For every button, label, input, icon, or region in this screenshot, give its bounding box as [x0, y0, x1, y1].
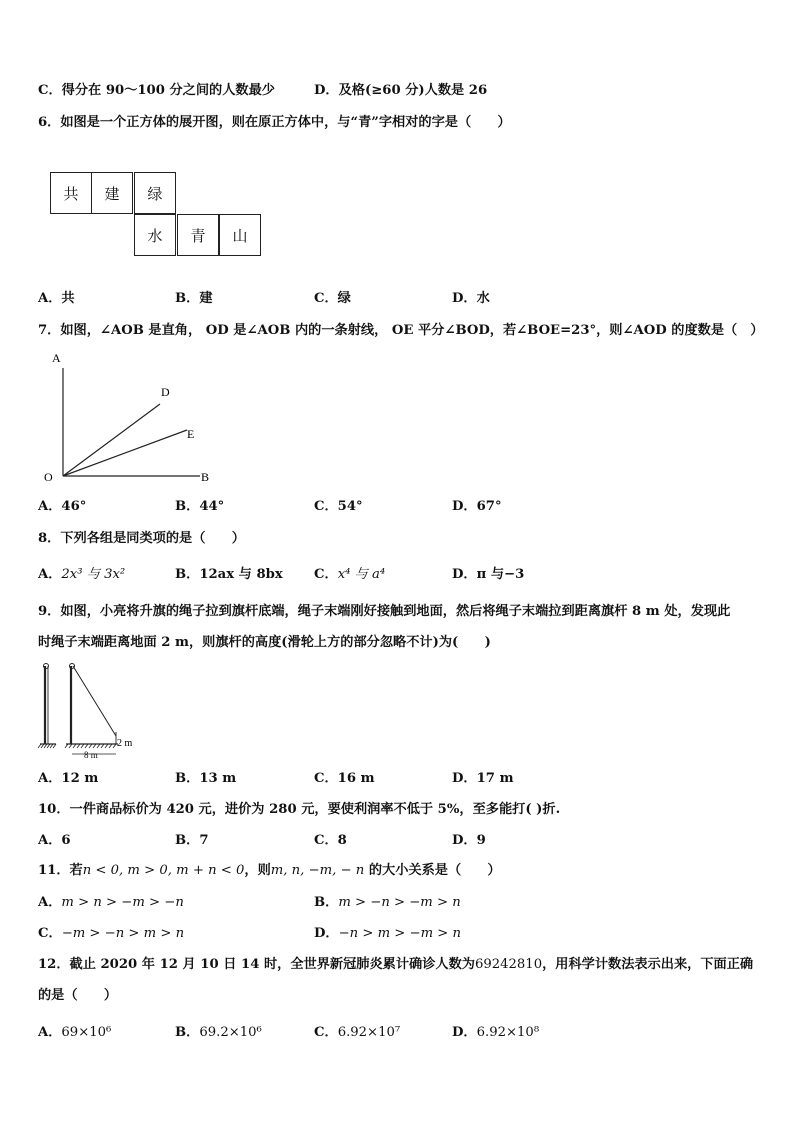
q7-option-b: B．44° [175, 499, 225, 514]
q11-option-d-math: −n > m > −m > n [338, 926, 462, 941]
q10-option-c: C．8 [314, 833, 347, 848]
q12-option-b [175, 1024, 262, 1042]
q11-option-b-label: B． [314, 895, 339, 910]
q6-option-d: D．水 [452, 291, 490, 306]
q12-stem-line2: 的是（ ） [38, 988, 118, 1003]
q12-option-d-math: 6.92×10⁸ [476, 1025, 540, 1040]
flagpole-figure [36, 660, 136, 760]
q11-option-c-label: C． [38, 926, 62, 941]
q12-stem-suffix: ，用科学计数法表示出来，下面正确 [542, 957, 754, 972]
q11-stem-suffix: 的大小关系是（ ） [364, 863, 501, 878]
q11-option-d-label: D． [314, 926, 339, 941]
net-cell-2: 建 [91, 172, 133, 214]
q5-option-c: C．得分在 90～100 分之间的人数最少 [38, 83, 275, 98]
q9-stem-line1: 9．如图，小亮将升旗的绳子拉到旗杆底端，绳子末端刚好接触到地面，然后将绳子末端拉到距离旗杆 8 m 处，发现此 [38, 604, 731, 619]
q11-option-b-math: m > −n > −m > n [338, 895, 461, 910]
q12-option-d [452, 1024, 539, 1042]
q9-option-b: B．13 m [175, 771, 237, 786]
q11-option-c [38, 925, 184, 943]
q10-option-d: D．9 [452, 833, 486, 848]
q8-option-a-math: 2x³ 与 3x² [61, 567, 126, 582]
q9-option-a: A．12 m [38, 771, 99, 786]
q7-option-c: C．54° [314, 499, 363, 514]
q8-option-a-label: A． [38, 567, 62, 582]
q12-option-c-math: 6.92×10⁷ [337, 1025, 401, 1040]
q5-option-d: D．及格(≥60 分)人数是 26 [314, 83, 488, 98]
q12-stem-line1 [38, 956, 753, 974]
q11-stem [38, 862, 501, 880]
label-b: B [201, 470, 210, 484]
q11-option-b [314, 894, 461, 912]
q8-option-d: D．π 与−3 [452, 567, 525, 582]
q7-option-a: A．46° [38, 499, 87, 514]
q12-option-d-label: D． [452, 1025, 477, 1040]
height-label: 2 m [117, 738, 133, 749]
label-a: A [52, 351, 61, 365]
q6-option-a: A．共 [38, 291, 75, 306]
q9-option-c: C．16 m [314, 771, 375, 786]
q11-stem-math2: m, n, −m, − n [270, 863, 365, 878]
q12-option-c-label: C． [314, 1025, 338, 1040]
q8-option-c-label: C． [314, 567, 338, 582]
rope-2 [73, 666, 116, 736]
q12-option-a-math: 69×10⁶ [61, 1025, 112, 1040]
q11-option-a-math: m > n > −m > −n [61, 895, 184, 910]
q12-option-a-label: A． [38, 1025, 62, 1040]
q12-option-c [314, 1024, 400, 1042]
label-o: O [44, 470, 53, 484]
net-cell-1: 共 [50, 172, 92, 214]
q10-option-b: B．7 [175, 833, 209, 848]
ray-od [63, 404, 160, 476]
q12-stem-prefix: 12．截止 2020 年 12 月 10 日 14 时，全世界新冠肺炎累计确诊人数为 [38, 957, 475, 972]
net-cell-4: 水 [134, 214, 176, 256]
q8-option-a [38, 566, 125, 584]
q11-option-d [314, 925, 461, 943]
q12-stem-number: 69242810 [474, 957, 543, 972]
q11-option-c-math: −m > −n > m > n [61, 926, 185, 941]
label-d: D [161, 385, 170, 399]
q8-option-b: B．12ax 与 8bx [175, 567, 283, 582]
net-cell-3: 绿 [134, 172, 176, 214]
net-cell-6: 山 [219, 214, 261, 256]
q10-option-a: A．6 [38, 833, 71, 848]
q10-stem: 10．一件商品标价为 420 元，进价为 280 元，要使利润率不低于 5%，至多能打( )折. [38, 802, 561, 817]
q7-stem: 7．如图，∠AOB 是直角， OD 是∠AOB 内的一条射线， OE 平分∠BOD，若∠BOE=23°，则∠AOD 的度数是（ ） [38, 323, 764, 338]
ray-oe [63, 430, 187, 476]
q11-option-a-label: A． [38, 895, 62, 910]
q6-option-b: B．建 [175, 291, 213, 306]
label-e: E [187, 427, 195, 441]
q8-stem: 8．下列各组是同类项的是（ ） [38, 531, 245, 546]
q8-option-c [314, 566, 385, 584]
q12-option-b-math: 69.2×10⁶ [199, 1025, 262, 1040]
angle-figure [40, 348, 220, 488]
net-cell-5: 青 [177, 214, 219, 256]
q11-stem-mid: ，则 [244, 863, 271, 878]
q9-stem-line2: 时绳子末端距离地面 2 m，则旗杆的高度(滑轮上方的部分忽略不计)为( ) [38, 635, 491, 650]
q12-option-a [38, 1024, 111, 1042]
q9-option-d: D．17 m [452, 771, 514, 786]
q6-option-c: C．绿 [314, 291, 351, 306]
q7-option-d: D．67° [452, 499, 502, 514]
q6-stem: 6．如图是一个正方体的展开图，则在原正方体中，与“青”字相对的字是（ ） [38, 115, 511, 130]
q11-stem-math: n < 0, m > 0, m + n < 0 [82, 863, 245, 878]
q8-option-c-math: x⁴ 与 a⁴ [337, 567, 386, 582]
q11-option-a [38, 894, 184, 912]
distance-label: 8 m [84, 750, 98, 760]
q11-stem-prefix: 11．若 [38, 863, 83, 878]
q12-option-b-label: B． [175, 1025, 200, 1040]
